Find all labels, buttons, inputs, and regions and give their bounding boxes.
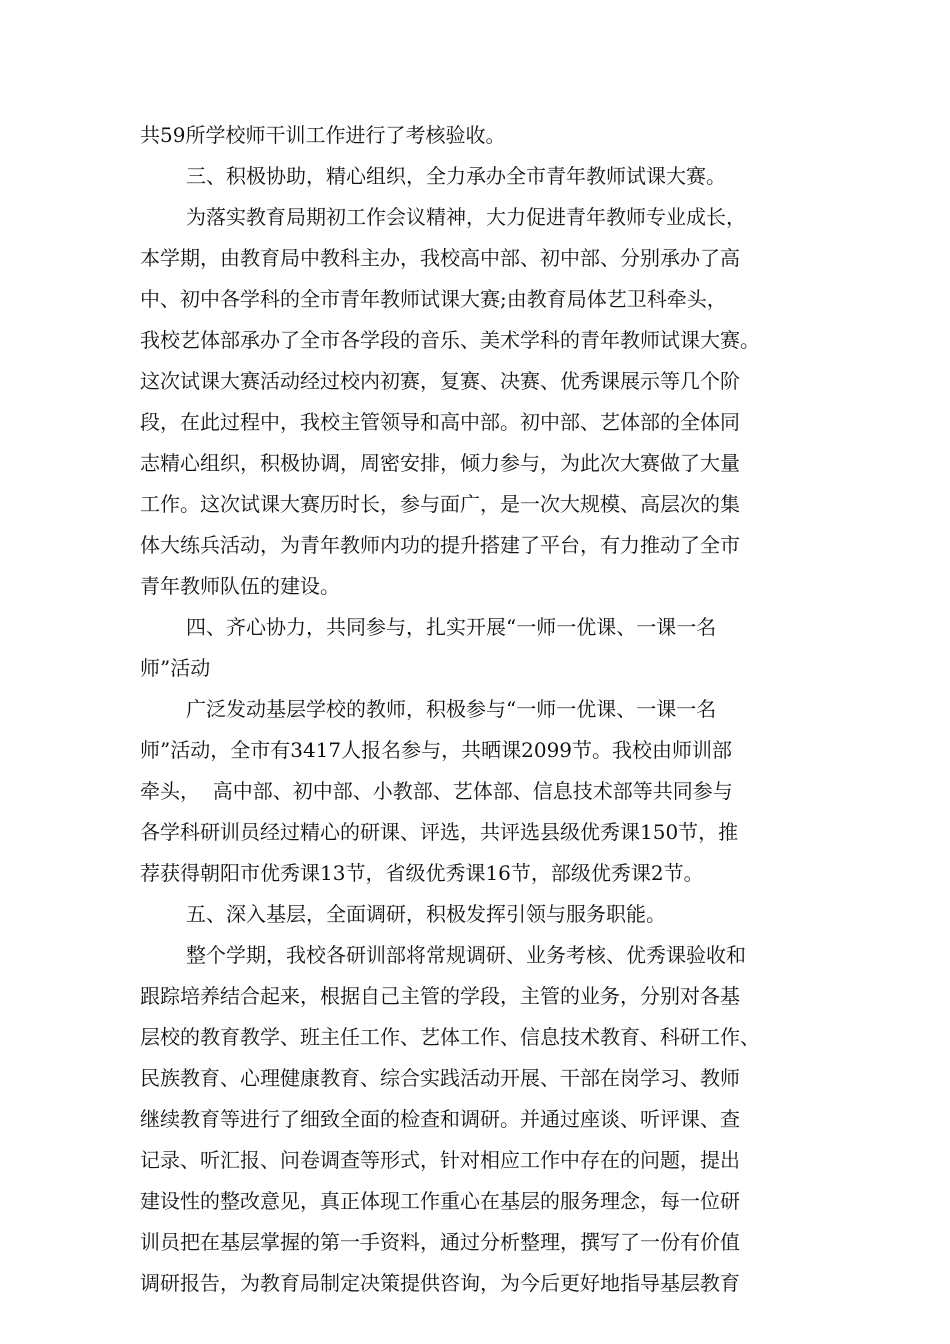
- text-line: 五、深入基层，全面调研，积极发挥引领与服务职能。: [186, 902, 666, 926]
- text-line: 三、积极协助，精心组织，全力承办全市青年教师试课大赛。: [186, 164, 726, 188]
- text-line: 工作。这次试课大赛历时长，参与面广，是一次大规模、高层次的集: [140, 492, 740, 516]
- text-line: 青年教师队伍的建设。: [140, 574, 340, 598]
- text-line: 共59所学校师干训工作进行了考核验收。: [140, 123, 506, 147]
- text-line: 继续教育等进行了细致全面的检查和调研。并通过座谈、听评课、查: [140, 1107, 740, 1131]
- text-line: 本学期，由教育局中教科主办，我校高中部、初中部、分别承办了高: [140, 246, 740, 270]
- text-line: 志精心组织，积极协调，周密安排，倾力参与，为此次大赛做了大量: [140, 451, 740, 475]
- text-line: 师”活动: [140, 656, 211, 680]
- text-line: 牵头， 高中部、初中部、小教部、艺体部、信息技术部等共同参与: [140, 779, 733, 803]
- text-line: 各学科研训员经过精心的研课、评选，共评选县级优秀课150节，推: [140, 820, 739, 844]
- text-line: 为落实教育局期初工作会议精神，大力促进青年教师专业成长，: [186, 205, 746, 229]
- body-text: [140, 115, 830, 1304]
- text-line: 跟踪培养结合起来，根据自己主管的学段，主管的业务，分别对各基: [140, 984, 740, 1008]
- text-line: 训员把在基层掌握的第一手资料，通过分析整理，撰写了一份有价值: [140, 1230, 740, 1254]
- text-line: 记录、听汇报、问卷调查等形式，针对相应工作中存在的问题，提出: [140, 1148, 740, 1172]
- text-line: 段，在此过程中，我校主管领导和高中部。初中部、艺体部的全体同: [140, 410, 740, 434]
- text-line: 民族教育、心理健康教育、综合实践活动开展、干部在岗学习、教师: [140, 1066, 740, 1090]
- text-line: 体大练兵活动，为青年教师内功的提升搭建了平台，有力推动了全市: [140, 533, 740, 557]
- text-line: 层校的教育教学、班主任工作、艺体工作、信息技术教育、科研工作、: [140, 1025, 760, 1049]
- text-line: 调研报告，为教育局制定决策提供咨询，为今后更好地指导基层教育: [140, 1271, 740, 1295]
- text-line: 中、初中各学科的全市青年教师试课大赛;由教育局体艺卫科牵头，: [140, 287, 727, 311]
- text-line: 整个学期，我校各研训部将常规调研、业务考核、优秀课验收和: [186, 943, 746, 967]
- text-line: 师”活动，全市有3417人报名参与，共晒课2099节。我校由师训部: [140, 738, 733, 762]
- text-line: 这次试课大赛活动经过校内初赛，复赛、决赛、优秀课展示等几个阶: [140, 369, 740, 393]
- text-line: 我校艺体部承办了全市各学段的音乐、美术学科的青年教师试课大赛。: [140, 328, 760, 352]
- text-line: 荐获得朝阳市优秀课13节，省级优秀课16节，部级优秀课2节。: [140, 861, 704, 885]
- text-line: 四、齐心协力，共同参与，扎实开展“一师一优课、一课一名: [186, 615, 717, 639]
- text-line: 建设性的整改意见，真正体现工作重心在基层的服务理念，每一位研: [140, 1189, 740, 1213]
- text-line: 广泛发动基层学校的教师，积极参与“一师一优课、一课一名: [186, 697, 717, 721]
